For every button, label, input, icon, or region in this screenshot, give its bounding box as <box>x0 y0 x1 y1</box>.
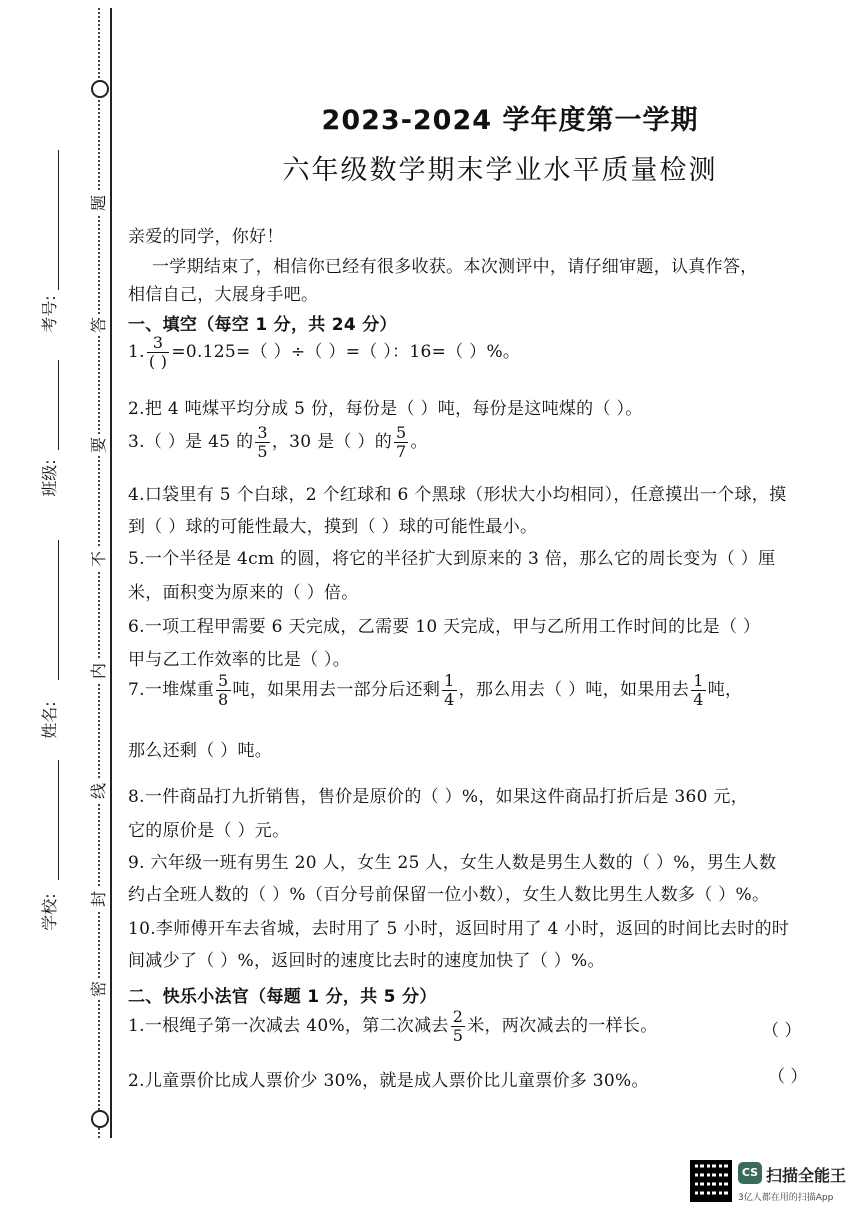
q7-part-c: ，那么用去（ ）吨，如果用去 <box>458 680 690 700</box>
intro-line-2: 相信自己，大展身手吧。 <box>128 285 319 305</box>
q1-prefix: 1. <box>128 342 145 362</box>
j1-fraction <box>451 1008 465 1045</box>
question-4-line-2: 到（ ）球的可能性最大，摸到（ ）球的可能性最小。 <box>128 517 538 537</box>
camscanner-tagline: 3亿人都在用的扫描App <box>738 1193 834 1203</box>
question-10-line-2: 间减少了（ ）%，返回时的速度比去时的速度加快了（ ）%。 <box>128 951 605 971</box>
judge-question-1 <box>128 1008 748 1045</box>
q3-part-b: ，30 是（ ）的 <box>271 432 392 452</box>
q3-fraction-2 <box>394 424 408 461</box>
q7-fraction-2 <box>442 672 456 709</box>
binding-hole-icon <box>91 1110 109 1128</box>
j1-denominator: 5 <box>452 1026 464 1045</box>
binding-char: 密 <box>88 978 110 1000</box>
class-line <box>58 360 59 450</box>
judge-1-answer-bracket[interactable]: （ ） <box>762 1021 802 1041</box>
binding-char: 线 <box>88 780 110 802</box>
binding-hole-icon <box>91 80 109 98</box>
question-6-line-1: 6.一项工程甲需要 6 天完成，乙需要 10 天完成，甲与乙所用工作时间的比是（ ） <box>128 617 761 637</box>
camscanner-brand: 扫描全能王 <box>766 1166 847 1185</box>
q1-denominator: ( ) <box>148 352 168 371</box>
question-4-line-1: 4.口袋里有 5 个白球，2 个红球和 6 个黑球（形状大小均相同），任意摸出一个球，摸 <box>128 485 787 505</box>
q7-part-a: 7.一堆煤重 <box>128 680 215 700</box>
binding-char: 要 <box>88 434 110 456</box>
binding-char: 不 <box>88 548 110 570</box>
question-5-line-2: 米，面积变为原来的（ ）倍。 <box>128 583 359 603</box>
question-7-line-2: 那么还剩（ ）吨。 <box>128 741 273 761</box>
q3-f2-denominator: 7 <box>396 442 407 461</box>
binding-char: 内 <box>88 660 110 682</box>
question-10-line-1: 10.李师傅开车去省城，去时用了 5 小时，返回时用了 4 小时，返回的时间比去时的时 <box>128 919 790 939</box>
question-2: 2.把 4 吨煤平均分成 5 份，每份是（ ）吨，每份是这吨煤的（ ）。 <box>128 399 643 419</box>
q7-f2-numerator: 1 <box>444 671 455 690</box>
qr-code-icon <box>690 1160 732 1202</box>
q7-fraction-1 <box>216 672 230 709</box>
question-5-line-1: 5.一个半径是 4cm 的圆，将它的半径扩大到原来的 3 倍，那么它的周长变为（ ）厘 <box>128 549 776 569</box>
exam-subtitle: 六年级数学期末学业水平质量检测 <box>282 155 718 186</box>
exam-title: 2023-2024 学年度第一学期 <box>321 105 699 136</box>
question-8-line-1: 8.一件商品打九折销售，售价是原价的（ ）%，如果这件商品打折后是 360 元， <box>128 787 749 807</box>
q1-numerator: 3 <box>147 334 169 353</box>
question-7-line-1 <box>128 672 848 709</box>
question-9-line-2: 约占全班人数的（ ）%（百分号前保留一位小数），女生人数比男生人数多（ ）%。 <box>128 885 770 905</box>
exam-no-line <box>58 150 59 290</box>
school-label: 学校: <box>40 893 59 931</box>
judge-question-2: 2.儿童票价比成人票价少 30%，就是成人票价比儿童票价多 30%。 <box>128 1071 649 1091</box>
q7-f2-denominator: 4 <box>444 690 455 709</box>
q3-part-a: 3.（ ）是 45 的 <box>128 432 254 452</box>
j1-numerator: 2 <box>452 1007 464 1026</box>
q3-f1-numerator: 3 <box>257 423 268 442</box>
seal-dotted-line <box>98 8 100 1138</box>
greeting: 亲爱的同学，你好！ <box>128 227 284 247</box>
binding-char: 封 <box>88 888 110 910</box>
question-8-line-2: 它的原价是（ ）元。 <box>128 821 290 841</box>
question-1 <box>128 334 848 371</box>
q7-part-b: 吨，如果用去一部分后还剩 <box>232 680 441 700</box>
exam-no-label: 考号: <box>40 295 59 333</box>
question-3 <box>128 424 848 461</box>
q7-part-d: 吨， <box>707 680 743 700</box>
q3-fraction-1 <box>255 424 269 461</box>
q7-f3-numerator: 1 <box>693 671 704 690</box>
question-9-line-1: 9. 六年级一班有男生 20 人，女生 25 人，女生人数是男生人数的（ ）%，男生人数 <box>128 853 777 873</box>
seal-solid-line <box>110 8 112 1138</box>
q1-fraction <box>147 334 169 371</box>
q1-rest: =0.125=（ ）÷（ ）=（ ）：16=（ ）%。 <box>171 342 521 362</box>
binding-char: 题 <box>88 192 110 214</box>
intro-line-1: 一学期结束了，相信你已经有很多收获。本次测评中，请仔细审题，认真作答， <box>152 257 758 277</box>
school-line <box>58 760 59 880</box>
section-1-heading: 一、填空（每空 1 分，共 24 分） <box>128 315 397 335</box>
name-line <box>58 540 59 680</box>
q3-f1-denominator: 5 <box>257 442 268 461</box>
binding-char: 答 <box>88 314 110 336</box>
q7-f1-denominator: 8 <box>218 690 229 709</box>
camscanner-logo-icon: CS <box>738 1162 762 1184</box>
q7-f1-numerator: 5 <box>218 671 229 690</box>
q3-part-c: 。 <box>410 432 428 452</box>
j1-part-b: 米，两次减去的一样长。 <box>467 1016 658 1036</box>
section-2-heading: 二、快乐小法官（每题 1 分，共 5 分） <box>128 987 437 1007</box>
binding-margin <box>82 8 114 1138</box>
q7-fraction-3 <box>691 672 705 709</box>
class-label: 班级: <box>40 459 59 497</box>
judge-2-answer-bracket[interactable]: （ ） <box>768 1067 808 1087</box>
j1-part-a: 1.一根绳子第一次减去 40%，第二次减去 <box>128 1016 449 1036</box>
name-label: 姓名: <box>40 701 59 739</box>
q3-f2-numerator: 5 <box>396 423 407 442</box>
question-6-line-2: 甲与乙工作效率的比是（ ）。 <box>128 650 351 670</box>
q7-f3-denominator: 4 <box>693 690 704 709</box>
